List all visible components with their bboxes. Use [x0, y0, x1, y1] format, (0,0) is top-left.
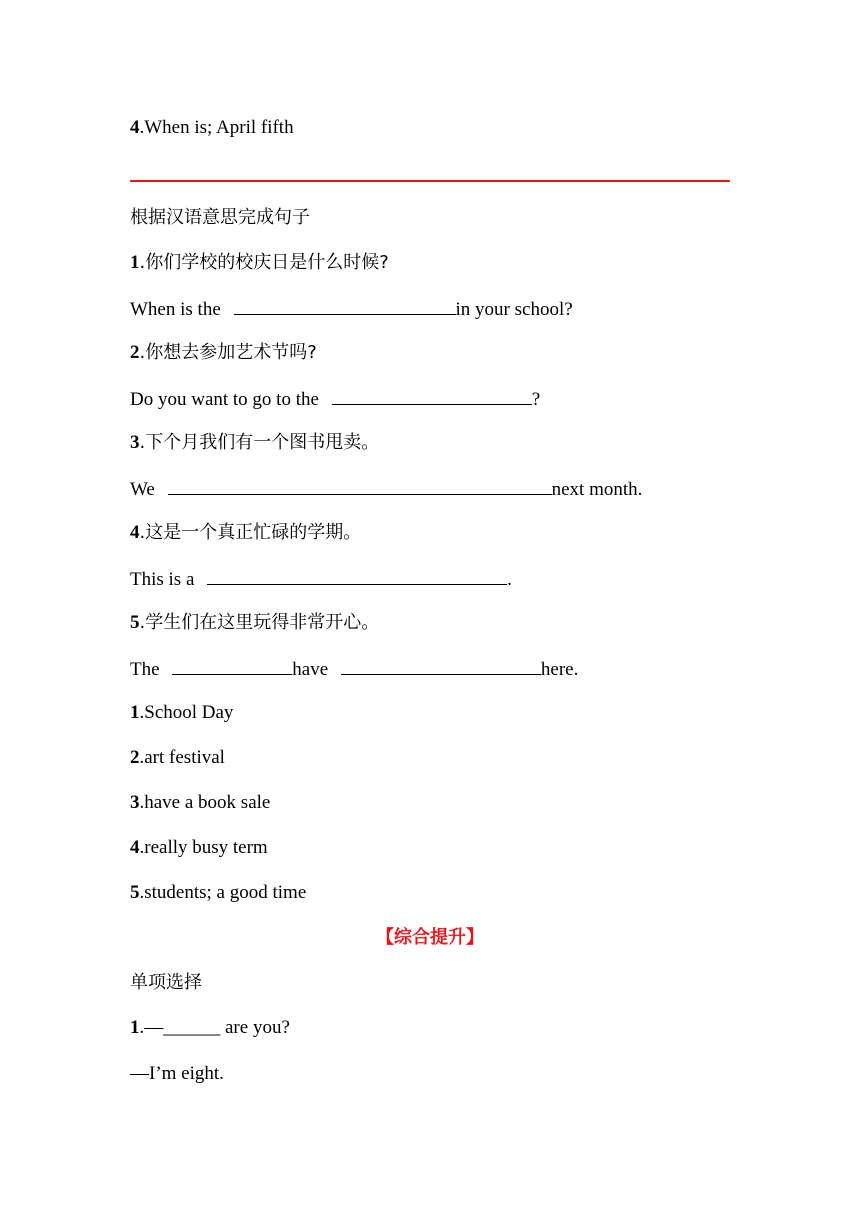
answer-blank[interactable]	[207, 566, 507, 585]
question-en-1	[130, 296, 573, 322]
question-number: 1	[130, 1017, 140, 1038]
question-number: 5	[130, 612, 140, 633]
answer-blank[interactable]	[332, 386, 532, 405]
answer-number: 2	[130, 747, 140, 768]
question-number: 1	[130, 252, 140, 273]
question-cn-1	[130, 251, 389, 275]
question-text: .下个月我们有一个图书甩卖。	[139, 432, 380, 453]
answer-blank[interactable]	[234, 296, 456, 315]
question-reply: —I’m eight.	[130, 1063, 224, 1084]
question-text: .这是一个真正忙碌的学期。	[139, 522, 362, 543]
question-number: 4	[130, 522, 140, 543]
answer-number: 1	[130, 702, 140, 723]
sentence-start: We	[130, 479, 160, 500]
answer-line	[130, 836, 268, 860]
sentence-start: This is a	[130, 569, 200, 590]
section-divider	[130, 180, 730, 182]
answer-text: .students; a good time	[139, 882, 307, 903]
answer-number: 4	[130, 837, 140, 858]
section-heading: 根据汉语意思完成句子	[130, 207, 310, 228]
answer-text: .have a book sale	[139, 792, 271, 813]
question-1	[130, 1016, 290, 1040]
section-heading: 单项选择	[130, 972, 202, 993]
sentence-end: next month.	[551, 479, 643, 500]
answer-text: .School Day	[139, 702, 234, 723]
sentence-start: The	[130, 659, 165, 680]
question-en-5	[130, 656, 578, 682]
question-cn-2	[130, 341, 317, 365]
sentence-end: here.	[540, 659, 579, 680]
question-text: .你想去参加艺术节吗?	[139, 342, 317, 363]
answer-blank[interactable]	[168, 476, 552, 495]
question-number: 2	[130, 342, 140, 363]
answer-number: 3	[130, 792, 140, 813]
question-text: .你们学校的校庆日是什么时候?	[139, 252, 389, 273]
question-en-4	[130, 566, 512, 592]
answer-line	[130, 791, 270, 815]
answer-number: 4	[130, 117, 140, 138]
answer-line-prev	[130, 116, 294, 140]
question-text: .学生们在这里玩得非常开心。	[139, 612, 380, 633]
answer-number: 5	[130, 882, 140, 903]
sentence-end: .	[507, 569, 512, 590]
question-cn-4	[130, 521, 361, 545]
question-cn-3	[130, 431, 379, 455]
section-title: 【综合提升】	[376, 927, 484, 948]
sentence-end: in your school?	[455, 299, 573, 320]
answer-blank[interactable]	[172, 656, 292, 675]
answer-text: .When is; April fifth	[139, 117, 294, 138]
sentence-end: ?	[531, 389, 541, 410]
answer-text: .art festival	[139, 747, 225, 768]
answer-blank[interactable]	[341, 656, 541, 675]
answer-text: .really busy term	[139, 837, 268, 858]
question-cn-5	[130, 611, 379, 635]
question-en-2	[130, 386, 540, 412]
question-number: 3	[130, 432, 140, 453]
answer-line	[130, 881, 306, 905]
sentence-start: When is the	[130, 299, 226, 320]
question-text: .—______ are you?	[139, 1017, 290, 1038]
sentence-start: Do you want to go to the	[130, 389, 324, 410]
question-en-3	[130, 476, 642, 502]
sentence-middle: have	[292, 659, 333, 680]
answer-line	[130, 701, 233, 725]
answer-line	[130, 746, 225, 770]
